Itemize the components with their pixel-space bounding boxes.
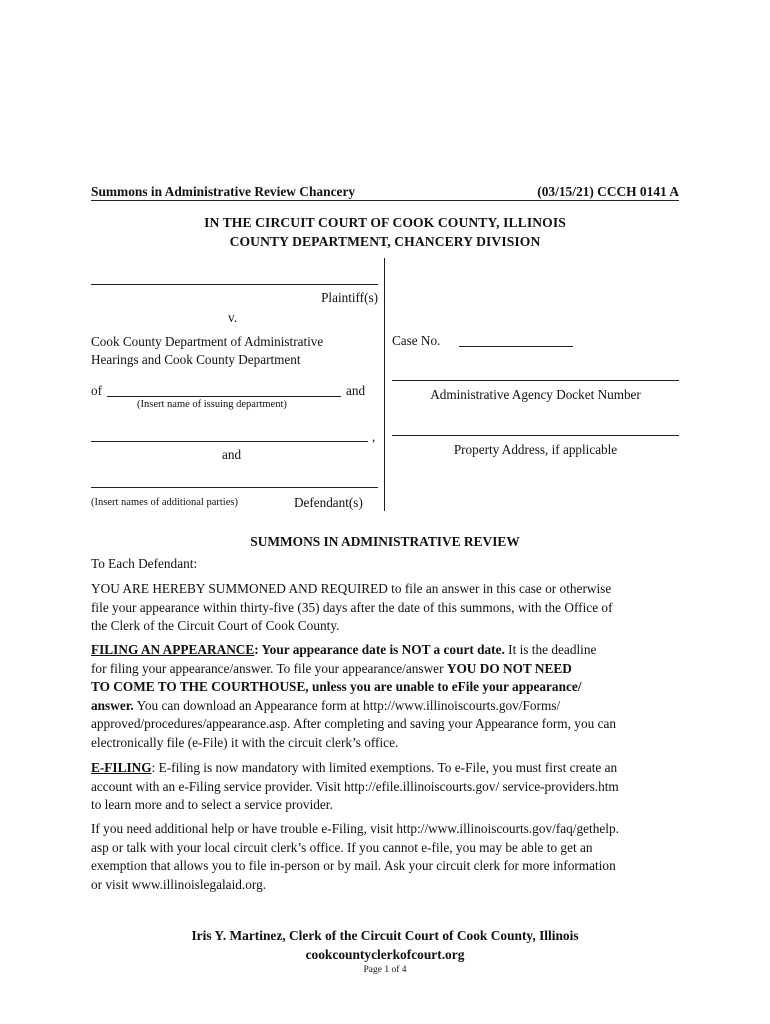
- page-number: Page 1 of 4: [363, 965, 407, 975]
- summons-title: SUMMONS IN ADMINISTRATIVE REVIEW: [250, 534, 520, 549]
- court-heading: [91, 213, 679, 251]
- help-link[interactable]: If you need additional help or have trouble e-Filing, visit http://www.illinoiscourts.gov/faq/gethelp.: [91, 821, 619, 836]
- docket-number-label: Administrative Agency Docket Number: [430, 387, 641, 402]
- appearance-not-court-date: Your appearance date is NOT a court date.: [258, 642, 505, 657]
- summoned-paragraph: [91, 580, 683, 636]
- case-no-field[interactable]: [459, 346, 573, 347]
- issuing-department-hint: (Insert name of issuing department): [137, 399, 287, 410]
- property-address-field[interactable]: [392, 435, 679, 436]
- property-address-label: Property Address, if applicable: [453, 442, 618, 457]
- filing-colon: :: [254, 642, 259, 657]
- issuing-department-line[interactable]: [107, 396, 341, 397]
- legal-aid-link[interactable]: or visit www.illinoislegalaid.org.: [91, 876, 267, 892]
- filing-line-6: electronically file (e-File) it with the circuit clerk’s office.: [91, 734, 399, 750]
- help-paragraph: [91, 820, 683, 894]
- form-title: Summons in Administrative Review Chancery: [91, 183, 383, 201]
- summoned-line-2: file your appearance within thirty-five (35) days after the date of this summons, with the Office of: [91, 599, 613, 615]
- docket-number-field[interactable]: [392, 380, 679, 381]
- clerk-website-link[interactable]: cookcountyclerkofcourt.org: [305, 947, 465, 962]
- answer-text: answer.: [91, 697, 134, 713]
- download-appearance-link[interactable]: You can download an Appearance form at http://www.illinoiscourts.gov/Forms/: [133, 697, 561, 713]
- efiling-paragraph: [91, 759, 683, 815]
- case-no-label: Case No.: [392, 333, 441, 348]
- defendant-name-1: Cook County Department of Administrative: [91, 334, 324, 349]
- efiling-heading: E-FILING: [91, 760, 152, 775]
- do-not-need-text: YOU DO NOT NEED: [446, 660, 572, 676]
- additional-parties-line[interactable]: [91, 487, 378, 488]
- filing-line-2: for filing your appearance/answer. To file your appearance/answer: [91, 660, 447, 676]
- efiling-line-3: to learn more and to select a service provider.: [91, 797, 333, 813]
- help-line-2: asp or talk with your local circuit clerk’s office. If you cannot e-file, you may be able to get an: [91, 839, 593, 855]
- filing-appearance-paragraph: [91, 641, 683, 753]
- efiling-provider-link[interactable]: account with an e-Filing service provider. Visit http://efile.illinoiscourts.gov/ service-providers.htm: [91, 778, 619, 794]
- and-middle-label: and: [222, 447, 242, 462]
- comma-label: ,: [372, 429, 376, 444]
- help-line-3: exemption that allows you to file in-person or by mail. Ask your circuit clerk for more information: [91, 858, 616, 874]
- form-code: (03/15/21) CCCH 0141 A: [383, 183, 679, 201]
- caption-divider: [384, 258, 385, 511]
- court-name: IN THE CIRCUIT COURT OF COOK COUNTY, ILLINOIS: [204, 215, 566, 230]
- plaintiffs-label: Plaintiff(s): [321, 290, 378, 305]
- filing-appearance-heading: FILING AN APPEARANCE: [91, 642, 255, 657]
- efiling-line-1: : E-filing is now mandatory with limited exemptions. To e-File, you must first create an: [151, 760, 618, 775]
- to-each-defendant: To Each Defendant:: [91, 556, 198, 571]
- plaintiff-line[interactable]: [91, 284, 378, 285]
- summoned-line-3: the Clerk of the Circuit Court of Cook County.: [91, 618, 340, 634]
- deadline-text: It is the deadline: [504, 642, 597, 657]
- filing-line-5: approved/procedures/appearance.asp. After completing and saving your Appearance form, you can: [91, 716, 617, 732]
- and-label: and: [346, 383, 366, 398]
- filing-line-3: TO COME TO THE COURTHOUSE, unless you are unable to eFile your appearance/: [91, 679, 582, 695]
- versus-label: v.: [228, 310, 238, 325]
- defendant-name-2: Hearings and Cook County Department: [91, 352, 301, 367]
- additional-party-line[interactable]: [91, 441, 368, 442]
- summoned-line-1: YOU ARE HEREBY SUMMONED AND REQUIRED to file an answer in this case or otherwise: [91, 581, 612, 596]
- of-label: of: [91, 383, 102, 398]
- court-division: COUNTY DEPARTMENT, CHANCERY DIVISION: [229, 234, 541, 249]
- additional-parties-hint: (Insert names of additional parties): [91, 497, 238, 508]
- clerk-name: Iris Y. Martinez, Clerk of the Circuit Court of Cook County, Illinois: [191, 928, 579, 943]
- defendants-label: Defendant(s): [294, 495, 363, 510]
